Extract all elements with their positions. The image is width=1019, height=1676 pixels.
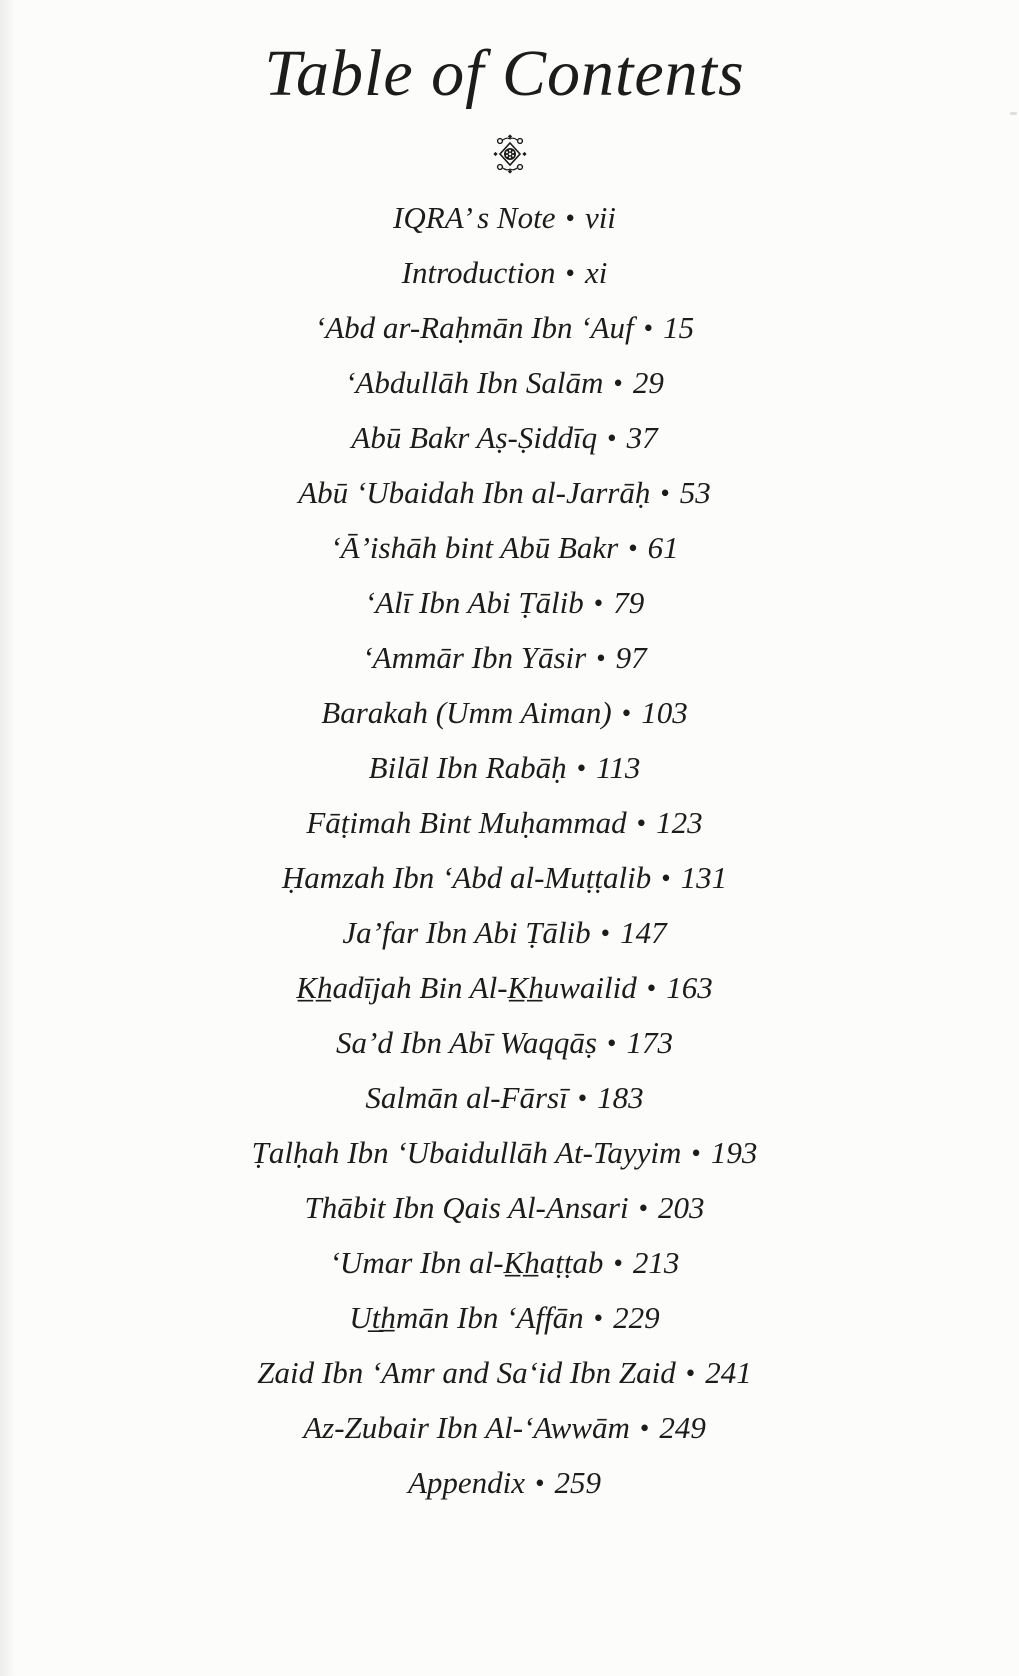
entry-page-number: 249 [659,1410,706,1445]
bullet-separator: • [596,643,606,673]
bullet-separator: • [621,698,632,728]
bullet-separator: • [661,863,671,893]
entry-title: Thābit Ibn Qais Al-Ansari [304,1190,629,1225]
scan-artifact [1010,112,1017,115]
bullet-separator: • [607,423,617,453]
bullet-separator: • [600,918,611,948]
toc-entry [0,1235,1009,1290]
entry-page-number: xi [584,255,608,290]
toc-entry [0,520,1009,575]
bullet-separator: • [593,1303,604,1333]
entry-page-number: 241 [705,1355,752,1390]
toc-entry [0,465,1009,520]
entry-title: Az-Zubair Ibn Al-‘Awwām [303,1410,630,1445]
entry-page-number: 163 [666,970,713,1005]
toc-entry [0,410,1009,465]
entry-page-number: 213 [632,1245,680,1280]
entry-page-number: 103 [641,695,688,730]
entry-page-number: 53 [679,475,711,510]
bullet-separator: • [638,1193,649,1223]
entry-page-number: vii [584,200,616,235]
toc-entry [0,795,1009,850]
bullet-separator: • [646,973,657,1003]
entry-title: ‘Alī Ibn Abi Ṭālib [364,585,584,620]
entry-page-number: 147 [620,915,667,950]
bullet-separator: • [639,1413,650,1443]
entry-title: K̲h̲adījah Bin Al-K̲h̲uwailid [296,970,637,1005]
entry-title: Introduction [401,255,556,290]
entry-title: Sa’d Ibn Abī Waqqāṣ [336,1025,597,1060]
toc-entry [0,1015,1009,1070]
bullet-separator: • [660,478,670,508]
entry-title: Salmān al-Fārsī [365,1080,568,1115]
filigree-diamond-ornament-icon [493,134,527,174]
toc-entry [0,1345,1009,1400]
entry-page-number: 79 [613,585,645,620]
entry-title: IQRA’ s Note [393,200,556,235]
entry-title: Ut̲h̲mān Ibn ‘Affān [349,1300,584,1335]
toc-entry [0,575,1009,630]
ornament-graphic [493,134,527,174]
entry-page-number: 229 [613,1300,660,1335]
toc-entry [0,685,1009,740]
toc-entry [0,960,1009,1015]
entry-title: Abū ‘Ubaidah Ibn al-Jarrāḥ [298,475,651,510]
toc-entry [0,355,1009,410]
toc-entry [0,1180,1009,1235]
bullet-separator: • [643,313,654,343]
entry-page-number: 15 [663,310,695,345]
entry-title: Fāṭimah Bint Muḥammad [306,805,627,840]
entry-page-number: 183 [597,1080,644,1115]
entry-title: Barakah (Umm Aiman) [321,695,612,730]
entry-title: Ṭalḥah Ibn ‘Ubaidullāh At-Tayyim [251,1135,682,1170]
bullet-separator: • [628,533,638,563]
toc-entry [0,850,1009,905]
bullet-separator: • [535,1468,545,1498]
entry-page-number: 173 [626,1025,673,1060]
entry-title: ‘Abdullāh Ibn Salām [345,365,604,400]
entry-title: ‘Umar Ibn al-K̲h̲aṭṭab [329,1245,604,1280]
bullet-separator: • [685,1358,696,1388]
entry-page-number: 97 [615,640,647,675]
toc-entry [0,1070,1009,1125]
toc-entry [0,245,1009,300]
toc-entry [0,1125,1009,1180]
entry-title: Abū Bakr Aṣ-Ṣiddīq [351,420,598,455]
entry-page-number: 193 [710,1135,758,1170]
entry-title: ‘Abd ar-Raḥmān Ibn ‘Auf [314,310,634,345]
entry-title: ‘Ammār Ibn Yāsir [362,640,587,675]
toc-entry [0,905,1009,960]
bullet-separator: • [636,808,647,838]
toc-entry [0,1455,1009,1510]
bullet-separator: • [691,1138,701,1168]
entry-title: Ḥamzah Ibn ‘Abd al-Muṭṭalib [281,860,652,895]
entry-page-number: 29 [632,365,664,400]
entry-page-number: 123 [656,805,703,840]
entry-page-number: 61 [647,530,679,565]
entry-title: Bilāl Ibn Rabāḥ [368,750,567,785]
entry-page-number: 259 [554,1465,602,1500]
toc-entry [0,300,1009,355]
bullet-separator: • [565,258,575,288]
bullet-separator: • [593,588,604,618]
bullet-separator: • [576,753,587,783]
entry-title: Appendix [407,1465,526,1500]
toc-entry [0,630,1009,685]
toc-entry [0,740,1009,795]
entry-page-number: 37 [626,420,658,455]
bullet-separator: • [606,1028,617,1058]
entry-page-number: 113 [596,750,641,785]
bullet-separator: • [613,1248,623,1278]
bullet-separator: • [577,1083,588,1113]
page-title: Table of Contents [264,37,745,110]
entry-title: ‘Ā’ishāh bint Abū Bakr [330,530,619,565]
entry-page-number: 131 [680,860,728,895]
entry-title: Zaid Ibn ‘Amr and Sa‘id Ibn Zaid [257,1355,676,1390]
bullet-separator: • [613,368,623,398]
entry-title: Ja’far Ibn Abi Ṭālib [342,915,591,950]
toc-entry [0,190,1009,245]
bullet-separator: • [565,203,575,233]
entry-page-number: 203 [658,1190,705,1225]
toc-entry [0,1290,1009,1345]
toc-list [0,190,1019,1510]
toc-entry [0,1400,1009,1455]
